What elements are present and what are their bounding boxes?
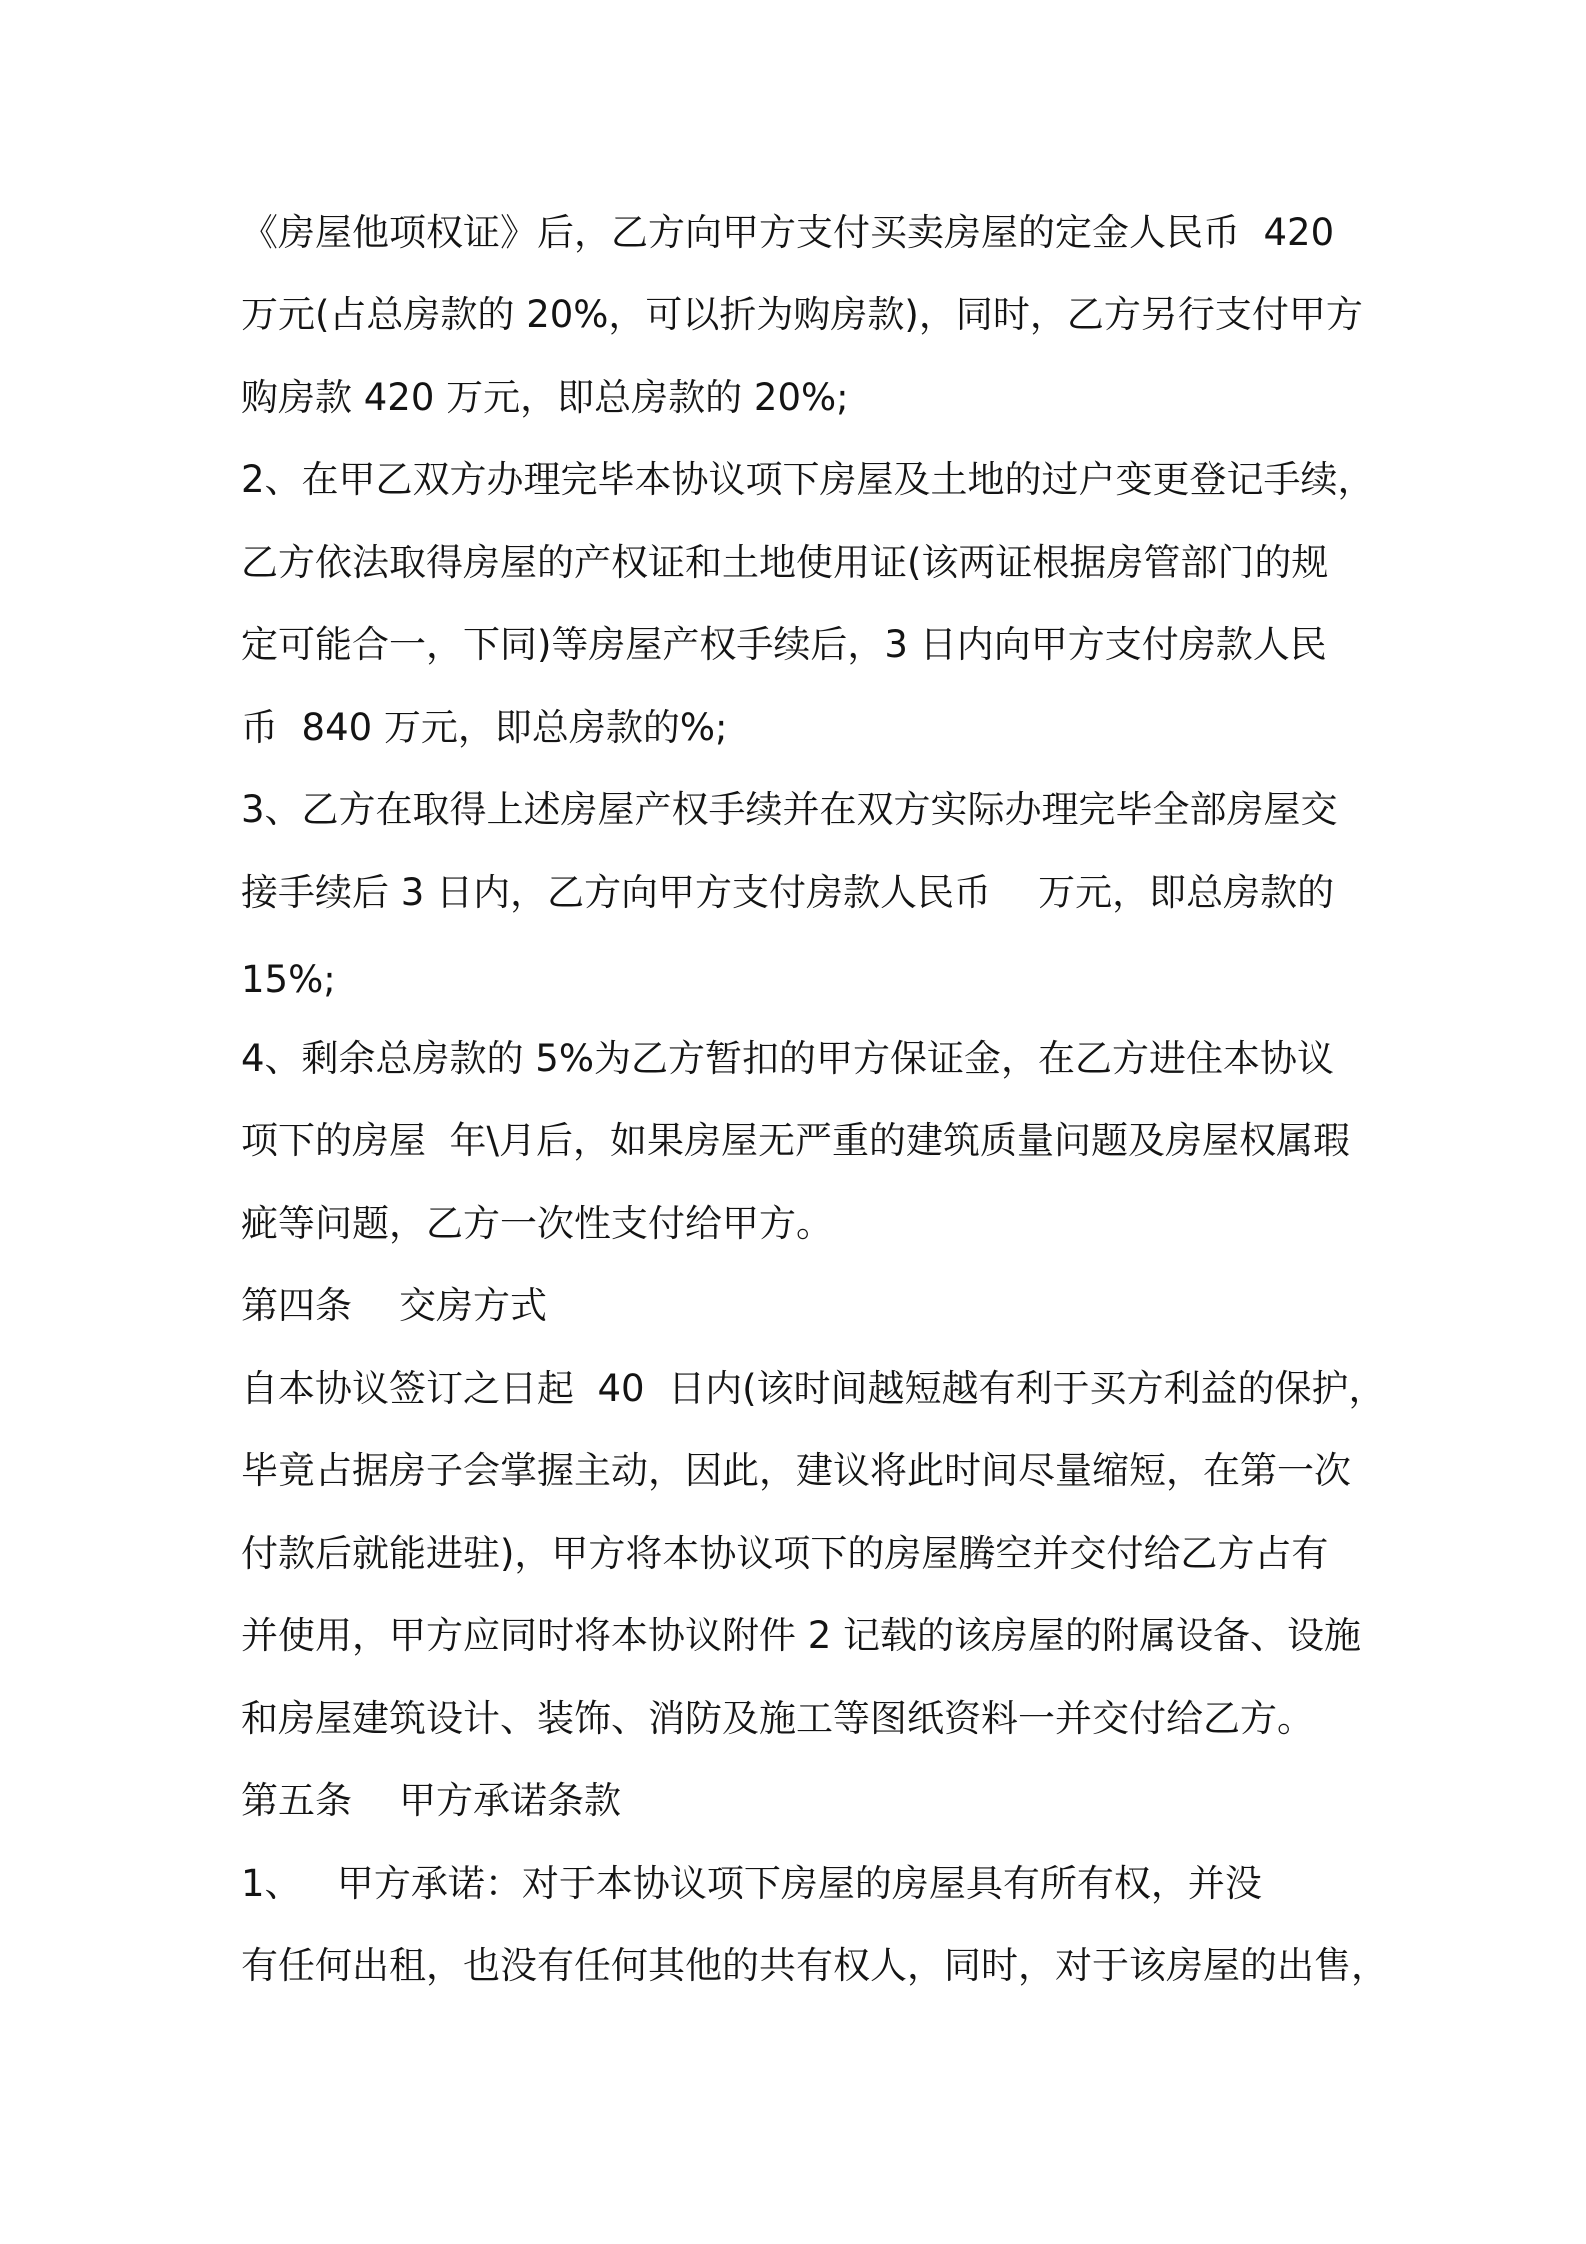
text-line: 购房款 420 万元，即总房款的 20%; (241, 376, 849, 419)
text-line: 有任何出租，也没有任何其他的共有权人，同时，对于该房屋的出售， (241, 1944, 1388, 1987)
text-line: 疵等问题，乙方一次性支付给甲方。 (241, 1202, 833, 1245)
text-line: 自本协议签订之日起 40 日内(该时间越短越有利于买方利益的保护， (241, 1367, 1386, 1410)
text-line: 和房屋建筑设计、装饰、消防及施工等图纸资料一并交付给乙方。 (241, 1697, 1314, 1740)
text-line: 15%; (241, 958, 336, 1001)
text-line: 项下的房屋 年\月后，如果房屋无严重的建筑质量问题及房屋权属瑕 (241, 1119, 1350, 1162)
text-line: 定可能合一，下同)等房屋产权手续后，3 日内向甲方支付房款人民 (241, 623, 1327, 666)
section-heading: 第四条 交房方式 (241, 1284, 548, 1327)
text-line: 接手续后 3 日内，乙方向甲方支付房款人民币 万元，即总房款的 (241, 871, 1335, 914)
text-line: 毕竟占据房子会掌握主动，因此，建议将此时间尽量缩短，在第一次 (241, 1449, 1351, 1492)
text-line: 《房屋他项权证》后，乙方向甲方支付买卖房屋的定金人民币 420 (241, 211, 1335, 254)
text-line: 3、乙方在取得上述房屋产权手续并在双方实际办理完毕全部房屋交 (241, 788, 1338, 831)
text-line: 2、在甲乙双方办理完毕本协议项下房屋及土地的过户变更登记手续， (241, 458, 1375, 501)
section-heading: 第五条 甲方承诺条款 (241, 1779, 622, 1822)
text-line: 付款后就能进驻)，甲方将本协议项下的房屋腾空并交付给乙方占有 (241, 1532, 1329, 1575)
text-line: 乙方依法取得房屋的产权证和土地使用证(该两证根据房管部门的规 (241, 541, 1329, 584)
text-line: 万元(占总房款的 20%，可以折为购房款)，同时，乙方另行支付甲方 (241, 293, 1363, 336)
text-line: 1、 甲方承诺：对于本协议项下房屋的房屋具有所有权，并没 (241, 1862, 1262, 1905)
text-line: 并使用，甲方应同时将本协议附件 2 记载的该房屋的附属设备、设施 (241, 1614, 1362, 1657)
text-line: 4、剩余总房款的 5%为乙方暂扣的甲方保证金，在乙方进住本协议 (241, 1037, 1334, 1080)
text-line: 币 840 万元，即总房款的%; (241, 706, 728, 749)
